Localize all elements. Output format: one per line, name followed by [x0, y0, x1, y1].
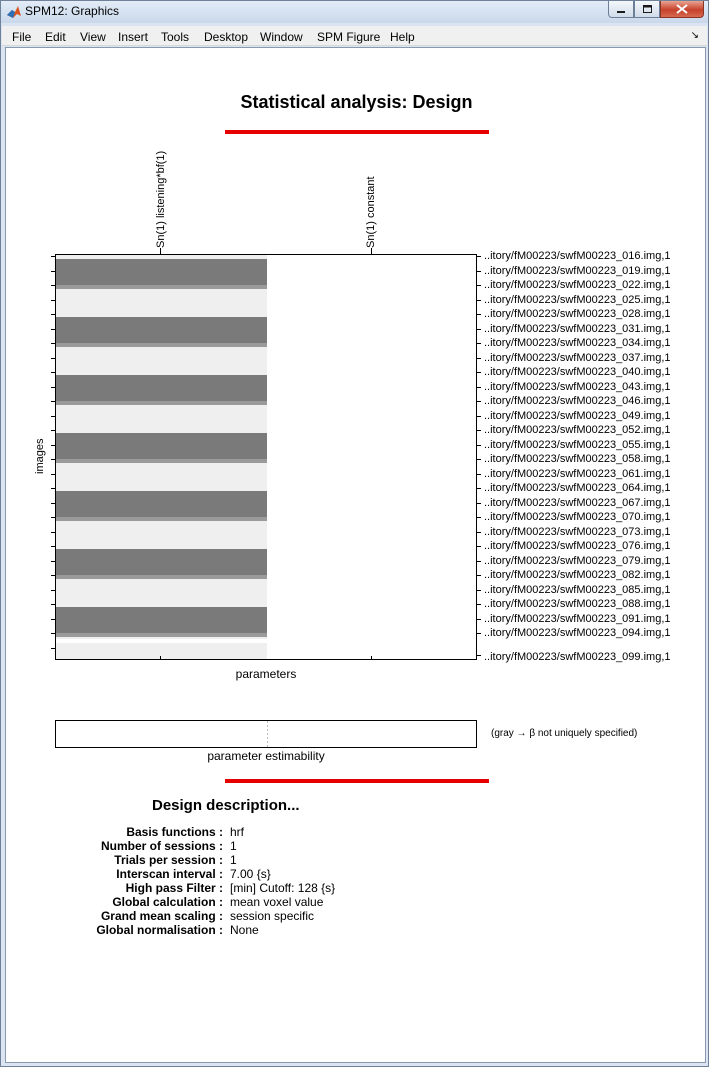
row-label-043: ..itory/fM00223/swfM00223_043.img,1 — [484, 381, 671, 393]
menu-view[interactable]: View — [80, 30, 106, 44]
minimize-button[interactable] — [608, 1, 634, 18]
row-label-094: ..itory/fM00223/swfM00223_094.img,1 — [484, 627, 671, 639]
figure-canvas — [5, 47, 706, 1063]
menu-file[interactable]: File — [12, 30, 32, 44]
title-divider-line — [225, 130, 489, 134]
row-label-091: ..itory/fM00223/swfM00223_091.img,1 — [484, 613, 671, 625]
row-label-070: ..itory/fM00223/swfM00223_070.img,1 — [484, 511, 671, 523]
desc-value: hrf — [230, 825, 245, 839]
maximize-icon — [635, 1, 659, 17]
estimability-note: (gray → β not uniquely specified) — [491, 728, 638, 739]
menu-spm-figure[interactable]: SPM Figure — [317, 30, 381, 44]
desc-row-number-of-sessions — [6, 839, 707, 853]
y-axis-label: images — [34, 438, 46, 474]
desc-row-high-pass-filter — [6, 881, 707, 895]
column-label-constant: Sn(1) constant — [365, 176, 377, 248]
row-label-019: ..itory/fM00223/swfM00223_019.img,1 — [484, 265, 671, 277]
window-title: SPM12: Graphics — [25, 4, 120, 18]
desc-row-trials-per-session — [6, 853, 707, 867]
menu-help[interactable]: Help — [390, 30, 415, 44]
desc-value: 1 — [230, 853, 237, 867]
maximize-button[interactable] — [634, 1, 660, 18]
row-label-046: ..itory/fM00223/swfM00223_046.img,1 — [484, 395, 671, 407]
desc-row-global-normalisation — [6, 923, 707, 937]
row-label-028: ..itory/fM00223/swfM00223_028.img,1 — [484, 308, 671, 320]
row-label-079: ..itory/fM00223/swfM00223_079.img,1 — [484, 555, 671, 567]
desc-key: Interscan interval : — [116, 867, 223, 881]
estimability-divider — [56, 721, 476, 747]
menu-insert[interactable]: Insert — [118, 30, 149, 44]
desc-key: High pass Filter : — [125, 881, 223, 895]
row-label-064: ..itory/fM00223/swfM00223_064.img,1 — [484, 482, 671, 494]
row-label-037: ..itory/fM00223/swfM00223_037.img,1 — [484, 352, 671, 364]
row-label-058: ..itory/fM00223/swfM00223_058.img,1 — [484, 453, 671, 465]
menu-tools[interactable]: Tools — [161, 30, 190, 44]
row-label-061: ..itory/fM00223/swfM00223_061.img,1 — [484, 468, 671, 480]
dock-arrow-icon[interactable]: ↘ — [690, 30, 699, 41]
desc-value: None — [230, 923, 259, 937]
row-label-031: ..itory/fM00223/swfM00223_031.img,1 — [484, 323, 671, 335]
desc-row-basis-functions — [6, 825, 707, 839]
row-label-067: ..itory/fM00223/swfM00223_067.img,1 — [484, 497, 671, 509]
row-label-082: ..itory/fM00223/swfM00223_082.img,1 — [484, 569, 671, 581]
minimize-icon — [609, 1, 633, 17]
desc-value: mean voxel value — [230, 895, 324, 909]
row-label-099: ..itory/fM00223/swfM00223_099.img,1 — [484, 651, 671, 663]
desc-value: 1 — [230, 839, 237, 853]
desc-row-interscan-interval — [6, 867, 707, 881]
row-label-016: ..itory/fM00223/swfM00223_016.img,1 — [484, 250, 671, 262]
desc-value: session specific — [230, 909, 315, 923]
row-label-034: ..itory/fM00223/swfM00223_034.img,1 — [484, 337, 671, 349]
row-label-088: ..itory/fM00223/swfM00223_088.img,1 — [484, 598, 671, 610]
x-axis-label: parameters — [235, 667, 297, 681]
figure-title: Statistical analysis: Design — [240, 92, 473, 112]
desc-row-grand-mean-scaling — [6, 909, 707, 923]
close-icon — [661, 1, 703, 17]
column-label-listening: Sn(1) listening*bf(1) — [155, 150, 167, 248]
menu-desktop[interactable]: Desktop — [204, 30, 249, 44]
estimability-label: parameter estimability — [207, 749, 325, 763]
title-bar[interactable] — [1, 1, 708, 23]
desc-key: Basis functions : — [126, 825, 223, 839]
desc-key: Global calculation : — [112, 895, 223, 909]
row-label-052: ..itory/fM00223/swfM00223_052.img,1 — [484, 424, 671, 436]
close-button[interactable] — [660, 1, 704, 18]
menu-bar — [2, 26, 707, 46]
desc-row-global-calculation — [6, 895, 707, 909]
row-label-049: ..itory/fM00223/swfM00223_049.img,1 — [484, 410, 671, 422]
design-description-title: Design description... — [152, 797, 300, 814]
desc-key: Grand mean scaling : — [100, 909, 223, 923]
desc-key: Trials per session : — [114, 853, 223, 867]
menu-window[interactable]: Window — [260, 30, 303, 44]
section-divider-line — [225, 779, 489, 783]
menu-edit[interactable]: Edit — [45, 30, 66, 44]
row-label-055: ..itory/fM00223/swfM00223_055.img,1 — [484, 439, 671, 451]
desc-value: 7.00 {s} — [230, 867, 271, 881]
desc-key: Number of sessions : — [100, 839, 223, 853]
matlab-app-icon — [6, 4, 22, 20]
row-label-076: ..itory/fM00223/swfM00223_076.img,1 — [484, 540, 671, 552]
row-label-025: ..itory/fM00223/swfM00223_025.img,1 — [484, 294, 671, 306]
desc-value: [min] Cutoff: 128 {s} — [230, 881, 336, 895]
row-label-073: ..itory/fM00223/swfM00223_073.img,1 — [484, 526, 671, 538]
row-label-022: ..itory/fM00223/swfM00223_022.img,1 — [484, 279, 671, 291]
row-label-040: ..itory/fM00223/swfM00223_040.img,1 — [484, 366, 671, 378]
desc-key: Global normalisation : — [96, 923, 223, 937]
parameter-estimability-bar[interactable] — [55, 720, 477, 748]
row-label-085: ..itory/fM00223/swfM00223_085.img,1 — [484, 584, 671, 596]
